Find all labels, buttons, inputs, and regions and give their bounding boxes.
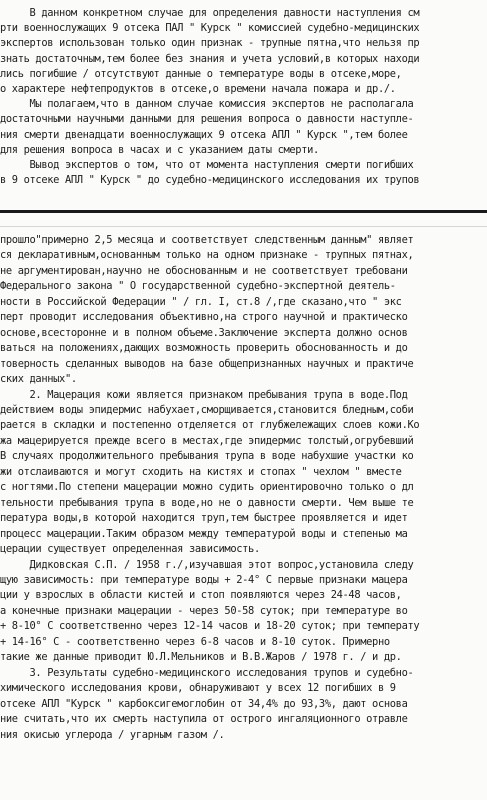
text-line: В случаях продолжительного пребывания трупа в воде набухшие участки ко [0,450,414,463]
text-line: ние считать,что их смерть наступила от острого ингаляционного отравле [0,713,408,726]
text-line: пература воды,в которой находится труп,тем быстрее проявляется и идет [0,512,408,525]
text-line: Мы полагаем,что в данном случае комиссия экспертов не располагала [0,98,414,111]
text-line: действием воды эпидермис набухает,сморщивается,становится бледным,соби [0,403,414,416]
text-line: 3. Результаты судебно-медицинского исследования трупов и судебно- [0,666,414,679]
text-line: ности в Российской Федерации " / гл. I, ст.8 /,где сказано,что " экс [0,295,402,308]
text-line: экспертов использован только один признак - трупные пятна,что нельзя пр [0,37,420,50]
text-line: ния окисью углерода / угарным газом /. [0,728,225,741]
text-line: ся декларативным,основанным только на одном признаке - трупных пятнах, [0,249,414,262]
text-line: не аргументирован,научно не обоснованным и не соответствует требовани [0,264,408,277]
section-divider [0,210,487,213]
text-line: 2. Мацерация кожи является признаком пребывания трупа в воде.Под [0,388,408,401]
text-line: о характере нефтепродуктов в отсеке,о времени начала пожара и др./. [0,83,396,96]
text-line: Дидковская С.П. / 1958 г./,изучавшая этот вопрос,установила следу [0,558,414,571]
text-line: В данном конкретном случае для определения давности наступления см [0,7,420,19]
text-line: рается в складки и постепенно отделяется от глубжележащих слоев кожи.Ко [0,419,420,432]
text-line: ции у взрослых в области кистей и стоп появляются через 24-48 часов, [0,589,402,602]
text-line: щую зависимость: при температуре воды + 2-4° С первые признаки мацера [0,573,408,586]
text-line: процесс мацерации.Таким образом между температурой воды и степенью ма [0,527,408,540]
text-line: + 8-10° С соответственно через 12-14 часов и 18-20 суток; при температу [0,620,420,633]
text-line: основе,всесторонне и в полном объеме.Заключение эксперта должно основ [0,326,408,339]
text-line: лись погибшие / отсутствуют данные о температуре воды в отсеке,море, [0,67,402,80]
text-line: достаточными научными данными для решения вопроса о давности наступле- [0,113,414,126]
text-line: в 9 отсеке АПЛ " Курск " до судебно-медицинского исследования их трупов [0,174,420,187]
text-line: химического исследования крови, обнаруживают у всех 12 погибших в 9 [0,682,396,695]
page-edge-line [0,226,487,227]
text-line: рти военнослужащих 9 отсека ПАЛ " Курск " комиссией судебно-медицинских [0,22,420,35]
text-line: Федерального закона " О государственной судебно-экспертной деятель- [0,280,396,293]
text-line: жи отслаиваются и могут сходить на кистях и стопах " чехлом " вместе [0,465,402,478]
text-line: отсеке АПЛ "Курск " карбоксигемоглобин от 34,4% до 93,3%, дают основа [0,697,408,710]
text-line: церации существует определенная зависимость. [0,543,260,556]
text-line: тельности пребывания трупа в воде,но не о давности смерти. Чем выше те [0,496,414,509]
upper-text-block [0,6,487,188]
text-line: такие же данные приводит Ю.Л.Мельников и В.В.Жаров / 1978 г. / и др. [0,651,402,664]
text-line: прошло"примерно 2,5 месяца и соответствует следственным данным" являет [0,234,414,246]
text-line: перт проводит исследования объективно,на строго научной и практическо [0,311,408,324]
text-line: товерность сделанных выводов на базе общепризнанных научных и практиче [0,357,414,370]
text-line: ваться на положениях,дающих возможность проверить обоснованность и до [0,342,408,355]
text-line: Вывод экспертов о том, что от момента наступления смерти погибших [0,159,414,172]
lower-text-block [0,233,487,743]
text-line: жа мацерируется прежде всего в местах,где эпидермис толстый,огрубевший [0,434,414,447]
text-line: ских данных". [0,373,77,386]
text-line: + 14-16° С - соответственно через 6-8 часов и 8-10 суток. Примерно [0,635,390,648]
text-line: знать достаточным,тем более без знания и учета условий,в которых находи [0,52,420,65]
text-line: для решения вопроса в часах и с указанием даты смерти. [0,143,319,156]
text-line: с ногтями.По степени мацерации можно судить ориентировочно только о дл [0,481,414,494]
text-line: а конечные признаки мацерации - через 50-58 суток; при температуре во [0,604,408,617]
text-line: ния смерти двенадцати военнослужащих 9 отсека АПЛ " Курск ",тем более [0,128,408,141]
